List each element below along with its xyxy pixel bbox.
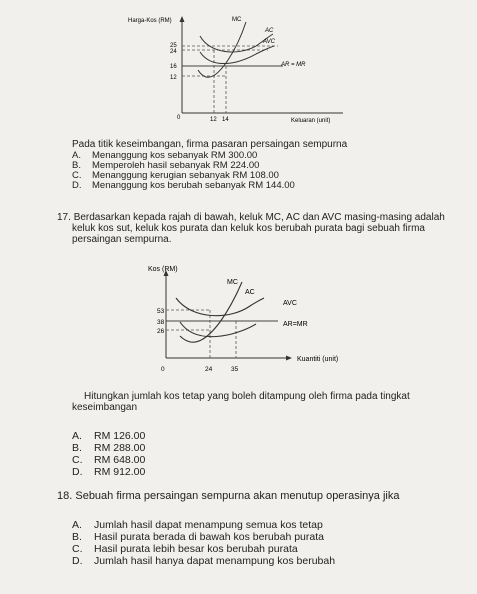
graph2-mc-label: MC [227, 279, 238, 286]
option-text: Jumlah hasil dapat menampung semua kos tetap [94, 519, 323, 531]
graph1-avc-label: AVC [263, 39, 276, 45]
q18-number: 18. [57, 490, 73, 502]
option-letter: C. [72, 454, 83, 466]
graph2-ar-label: AR=MR [283, 321, 308, 328]
option-letter: C. [72, 170, 82, 181]
option-letter: A. [72, 150, 81, 161]
option-text: RM 126.00 [94, 430, 146, 442]
graph1-ar-label: AR = MR [281, 62, 306, 68]
graph2-y-tick-53: 53 [157, 308, 165, 315]
option-letter: D. [72, 180, 82, 191]
graph1-avc-curve [200, 46, 274, 64]
graph1-mc-curve [198, 22, 246, 77]
graph2-y-tick-38: 38 [157, 319, 165, 326]
q17-option-b[interactable] [72, 442, 145, 454]
q17-question-line-2: keseimbangan [72, 402, 138, 413]
graph2-x-tick-24: 24 [205, 366, 213, 373]
q16-option-d[interactable] [72, 180, 295, 191]
option-text: Hasil purata berada di bawah kos berubah purata [94, 531, 324, 543]
option-letter: C. [72, 543, 83, 555]
graph2-mc-curve [180, 282, 242, 342]
option-text: Menanggung kerugian sebanyak RM 108.00 [92, 170, 279, 181]
q17-option-a[interactable] [72, 430, 145, 442]
graph1-x-axis-label: Keluaran (unit) [291, 118, 331, 124]
graph2-ac-label: AC [245, 289, 255, 296]
q18-option-a[interactable] [72, 519, 323, 531]
graph2-y-axis-label: Kos (RM) [148, 266, 178, 273]
graph2-x-axis-label: Kuantiti (unit) [297, 356, 339, 363]
graph1-x-tick-12: 12 [210, 117, 217, 123]
q17-number: 17. [57, 212, 71, 223]
option-text: Menanggung kos sebanyak RM 300.00 [92, 150, 258, 161]
option-letter: A. [72, 519, 82, 531]
q17-stem-line-2: keluk kos sut, keluk kos purata dan keluk kos berubah purata bagi sebuah firma [72, 223, 425, 234]
q17-stem-line-3: persaingan sempurna. [72, 234, 172, 245]
q16-question: Pada titik keseimbangan, firma pasaran persaingan sempurna [72, 139, 348, 150]
graph2-origin: 0 [161, 366, 165, 373]
graph2-y-tick-26: 26 [157, 328, 165, 335]
q18-option-d[interactable] [72, 555, 335, 567]
option-text: Jumlah hasil hanya dapat menampung kos berubah [94, 555, 336, 567]
graph2-x-tick-35: 35 [231, 366, 239, 373]
cost-graph-1 [128, 10, 368, 140]
graph2-avc-label: AVC [283, 300, 297, 307]
option-letter: B. [72, 531, 82, 543]
q18-question [57, 490, 399, 502]
option-letter: B. [72, 442, 82, 454]
option-text: RM 912.00 [94, 466, 146, 478]
q18-question-text: Sebuah firma persaingan sempurna akan menutup operasinya jika [75, 490, 400, 502]
graph1-y-tick-25: 25 [170, 43, 177, 49]
q17-option-c[interactable] [72, 454, 145, 466]
q17-option-d[interactable] [72, 466, 145, 478]
option-letter: B. [72, 160, 81, 171]
q17-question-line-1: Hitungkan jumlah kos tetap yang boleh ditampung oleh firma pada tingkat [84, 391, 410, 402]
q17-stem-1: Berdasarkan kepada rajah di bawah, keluk MC, AC dan AVC masing-masing adalah [73, 212, 445, 223]
q17-stem-line-1 [57, 212, 445, 223]
option-letter: D. [72, 466, 83, 478]
option-text: Menanggung kos berubah sebanyak RM 144.00 [92, 180, 295, 191]
graph1-y-tick-12: 12 [170, 75, 177, 81]
graph1-x-tick-14: 14 [222, 117, 229, 123]
graph1-y-axis-label: Harga-Kos (RM) [128, 18, 172, 24]
option-text: RM 648.00 [94, 454, 146, 466]
option-text: Hasil purata lebih besar kos berubah purata [94, 543, 298, 555]
graph1-origin: 0 [177, 115, 181, 121]
option-text: RM 288.00 [94, 442, 146, 454]
graph2-ac-curve [176, 298, 264, 316]
graph1-y-tick-24: 24 [170, 49, 177, 55]
option-text: Memperoleh hasil sebanyak RM 224.00 [92, 160, 260, 171]
q18-option-b[interactable] [72, 531, 324, 543]
q18-option-c[interactable] [72, 543, 298, 555]
cost-graph-2 [140, 260, 340, 382]
option-letter: D. [72, 555, 83, 567]
option-letter: A. [72, 430, 82, 442]
graph1-y-tick-16: 16 [170, 64, 177, 70]
graph1-ac-label: AC [265, 28, 274, 34]
graph1-mc-label: MC [232, 17, 242, 23]
